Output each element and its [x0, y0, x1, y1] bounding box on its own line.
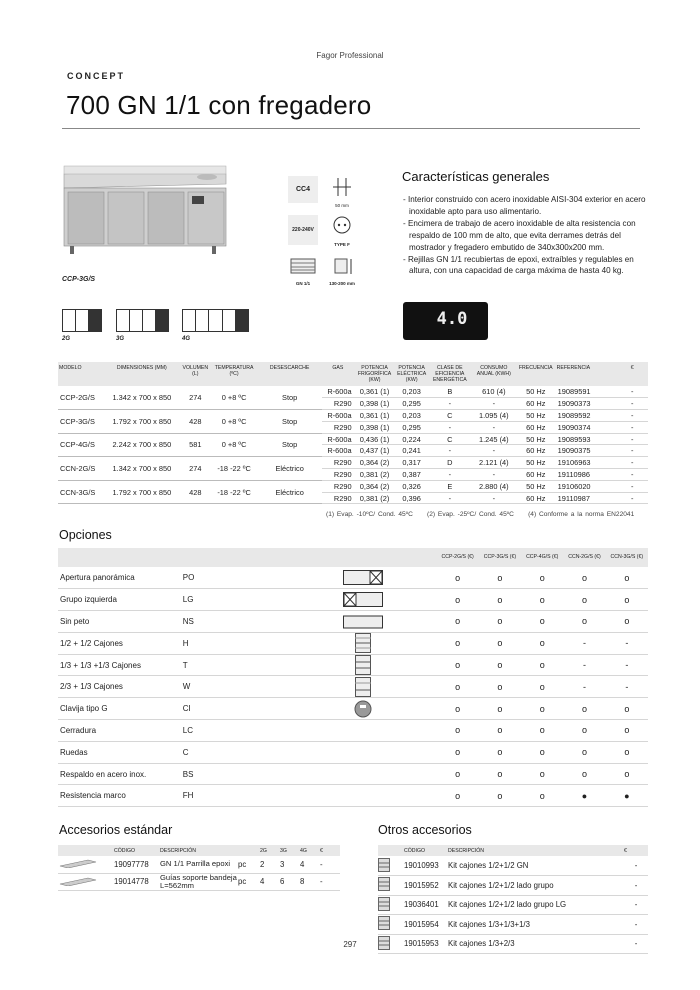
option-value: o — [521, 763, 563, 785]
accessory-row — [378, 915, 648, 935]
spec-consumo: - — [472, 469, 516, 481]
accessory-image — [58, 873, 114, 890]
option-code: W — [183, 676, 289, 698]
drawers-2-3-icon — [289, 677, 437, 697]
spec-consumo: - — [472, 445, 516, 457]
spec-pe: 0,326 — [396, 480, 428, 492]
spec-freq: 60 Hz — [516, 492, 556, 504]
spec-notes: (1) Evap. -10ºC/ Cond. 45ºC (2) Evap. -25ºC/ Cond. 45ºC (4) Conforme a la norma EN22041 — [326, 511, 635, 518]
model-modelo: CCP-4G/S — [58, 433, 104, 457]
spec-gas: R290 — [322, 457, 353, 469]
spec-pe: 0,295 — [396, 421, 428, 433]
other-accessories-table: CÓDIGO DESCRIPCIÓN € 19010993 Kit cajones 1/2+1/2 GN - 19015952 Kit cajones 1/2+1/2 lado grupo - 19036401 Kit cajones 1/2+1/2 lado grupo LG - 19015954 Kit cajones 1/3+1/3+1/3 - 19015953 Kit cajones 1/3+2/3 - — [378, 845, 648, 954]
other-accessories-title: Otros accesorios — [378, 823, 472, 837]
config-4g-icon — [182, 309, 249, 332]
option-value: o — [563, 567, 605, 589]
option-code: LG — [183, 589, 289, 611]
spec-row — [58, 410, 648, 422]
std-accessories-table: CÓDIGO DESCRIPCIÓN 2G 3G 4G € 19097778 GN 1/1 Parrilla epoxi pc 2 3 4 - 19014778 Guías soporte bandeja L=562mm pc 4 6 8 - — [58, 845, 340, 891]
model-defrost: Stop — [257, 386, 322, 410]
model-temp: -18 -22 ºC — [211, 480, 257, 504]
option-value: o — [437, 567, 479, 589]
page-number: 297 — [343, 940, 357, 949]
spec-consumo: 2.880 (4) — [472, 480, 516, 492]
spec-clase: - — [428, 492, 472, 504]
option-value: o — [521, 611, 563, 633]
option-value: o — [563, 611, 605, 633]
option-icon-cell — [289, 698, 437, 720]
model-modelo: CCP-2G/S — [58, 386, 104, 410]
model-vol: 581 — [180, 433, 211, 457]
spec-pe: 0,203 — [396, 410, 428, 422]
left-group-icon — [289, 592, 437, 607]
spec-freq: 60 Hz — [516, 398, 556, 410]
gn-tray-icon: GN 1/1 — [288, 257, 318, 285]
model-vol: 274 — [180, 457, 211, 481]
model-defrost: Stop — [257, 433, 322, 457]
spec-clase: B — [428, 386, 472, 398]
series-label: CONCEPT — [67, 71, 126, 81]
option-icon-cell — [289, 654, 437, 676]
option-value: o — [606, 741, 648, 763]
option-icon-cell — [289, 589, 437, 611]
option-value: o — [521, 741, 563, 763]
accessory-code: 19015953 — [404, 934, 448, 954]
option-icon-cell — [289, 567, 437, 589]
spec-price: - — [616, 457, 648, 469]
option-code: CI — [183, 698, 289, 720]
accessory-image — [58, 856, 114, 873]
option-code: T — [183, 654, 289, 676]
model-modelo: CCN-3G/S — [58, 480, 104, 504]
spec-gas: R-600a — [322, 433, 353, 445]
option-value: o — [521, 698, 563, 720]
accessory-qty: 8 — [300, 873, 320, 890]
options-table — [58, 548, 648, 807]
spec-clase: D — [428, 457, 472, 469]
option-value: - — [563, 632, 605, 654]
option-value: - — [606, 654, 648, 676]
option-name: Resistencia marco — [58, 785, 183, 807]
option-row — [58, 698, 648, 720]
spec-price: - — [616, 421, 648, 433]
accessory-code: 19014778 — [114, 873, 160, 890]
spec-pf: 0,381 (2) — [354, 469, 396, 481]
option-value: o — [479, 720, 521, 742]
spec-pe: 0,396 — [396, 492, 428, 504]
leg-height-icon: 130-200 mm — [327, 257, 357, 285]
option-value: o — [606, 720, 648, 742]
spec-clase: - — [428, 421, 472, 433]
option-code: FH — [183, 785, 289, 807]
spec-ref: 19090374 — [556, 421, 617, 433]
spec-pf: 0,398 (1) — [354, 421, 396, 433]
spec-pf: 0,361 (1) — [354, 410, 396, 422]
size-icon: 50 mm — [335, 203, 349, 208]
spec-price: - — [616, 492, 648, 504]
option-value: o — [521, 654, 563, 676]
spec-clase: - — [428, 398, 472, 410]
option-value: - — [606, 632, 648, 654]
option-value: o — [479, 632, 521, 654]
spec-row — [58, 386, 648, 398]
option-row — [58, 654, 648, 676]
model-defrost: Eléctrico — [257, 457, 322, 481]
option-value: o — [437, 611, 479, 633]
accessory-row — [58, 856, 340, 873]
spec-row — [58, 480, 648, 492]
option-value: o — [521, 567, 563, 589]
option-value: o — [479, 567, 521, 589]
features-title: Características generales — [402, 169, 550, 184]
spec-freq: 60 Hz — [516, 421, 556, 433]
model-vol: 274 — [180, 386, 211, 410]
option-value: o — [521, 589, 563, 611]
accessory-qty: 3 — [280, 856, 300, 873]
plug-g-icon — [289, 700, 437, 718]
option-value: o — [563, 741, 605, 763]
option-icon-cell — [289, 720, 437, 742]
model-defrost: Stop — [257, 410, 322, 434]
spec-pe: 0,203 — [396, 386, 428, 398]
panoramic-door-icon — [289, 570, 437, 585]
option-value: o — [437, 720, 479, 742]
model-modelo: CCP-3G/S — [58, 410, 104, 434]
spec-ref: 19110986 — [556, 469, 617, 481]
option-code: H — [183, 632, 289, 654]
accessory-code: 19010993 — [404, 856, 448, 876]
accessory-price: - — [624, 856, 648, 876]
option-value: o — [479, 785, 521, 807]
option-icon-cell — [289, 763, 437, 785]
spec-ref: 19089593 — [556, 433, 617, 445]
spec-price: - — [616, 469, 648, 481]
option-code: NS — [183, 611, 289, 633]
accessory-desc: Guías soporte bandeja L=562mm — [160, 872, 237, 890]
spec-freq: 50 Hz — [516, 433, 556, 445]
option-name: 2/3 + 1/3 Cajones — [58, 676, 183, 698]
option-value: o — [479, 763, 521, 785]
spec-ref: 19090373 — [556, 398, 617, 410]
option-name: Sin peto — [58, 611, 183, 633]
accessory-code: 19036401 — [404, 895, 448, 915]
option-name: Respaldo en acero inox. — [58, 763, 183, 785]
accessory-price: - — [320, 873, 340, 890]
option-icon-cell — [289, 741, 437, 763]
option-row — [58, 632, 648, 654]
accessory-code: 19097778 — [114, 856, 160, 873]
spec-gas: R290 — [322, 469, 353, 481]
accessory-desc: Kit cajones 1/3+1/3+1/3 — [448, 915, 624, 935]
accessory-qty: 4 — [300, 856, 320, 873]
model-vol: 428 — [180, 480, 211, 504]
drawers-3-icon — [289, 655, 437, 675]
spec-pf: 0,381 (2) — [354, 492, 396, 504]
model-dim: 1.792 x 700 x 850 — [104, 480, 179, 504]
config-label: 2G — [62, 336, 71, 342]
spec-pe: 0,241 — [396, 445, 428, 457]
option-row — [58, 785, 648, 807]
drawer-kit-icon — [378, 876, 404, 896]
option-value: o — [563, 720, 605, 742]
spec-gas: R290 — [322, 492, 353, 504]
option-value: ● — [563, 785, 605, 807]
accessory-desc: Kit cajones 1/2+1/2 lado grupo — [448, 876, 624, 896]
option-value: ● — [606, 785, 648, 807]
spec-gas: R290 — [322, 421, 353, 433]
option-value: o — [479, 741, 521, 763]
spec-consumo: 1.095 (4) — [472, 410, 516, 422]
spec-consumo: 610 (4) — [472, 386, 516, 398]
spec-pf: 0,361 (1) — [354, 386, 396, 398]
spec-freq: 60 Hz — [516, 445, 556, 457]
option-name: Apertura panorámica — [58, 567, 183, 589]
spec-consumo: - — [472, 492, 516, 504]
spec-consumo: - — [472, 421, 516, 433]
spec-price: - — [616, 398, 648, 410]
accessory-desc: Kit cajones 1/2+1/2 lado grupo LG — [448, 895, 624, 915]
accessory-qty: 6 — [280, 873, 300, 890]
spec-gas: R-600a — [322, 410, 353, 422]
accessory-price: - — [624, 895, 648, 915]
spec-pe: 0,295 — [396, 398, 428, 410]
spec-freq: 50 Hz — [516, 410, 556, 422]
model-temp: 0 +8 ºC — [211, 410, 257, 434]
spec-gas: R290 — [322, 398, 353, 410]
spec-freq: 50 Hz — [516, 457, 556, 469]
spec-price: - — [616, 445, 648, 457]
spec-ref: 19110987 — [556, 492, 617, 504]
feature-item: - Encimera de trabajo de acero inoxidable de alta resistencia con respaldo de 100 mm de alto, que evita derrames detrás del mostrador y fregadero embutido de 340x300x200 mm. — [403, 218, 636, 252]
option-value: - — [563, 676, 605, 698]
option-row — [58, 567, 648, 589]
option-value: o — [437, 676, 479, 698]
spec-freq: 60 Hz — [516, 469, 556, 481]
accessory-desc: Kit cajones 1/2+1/2 GN — [448, 856, 624, 876]
spec-row — [58, 433, 648, 445]
option-value: o — [437, 741, 479, 763]
spec-pf: 0,436 (1) — [354, 433, 396, 445]
spec-consumo: - — [472, 398, 516, 410]
no-backsplash-icon — [289, 614, 437, 629]
accessory-price: - — [624, 915, 648, 935]
accessory-price: - — [320, 856, 340, 873]
accessory-row — [58, 873, 340, 890]
accessory-code: 19015954 — [404, 915, 448, 935]
option-value: - — [606, 676, 648, 698]
spec-price: - — [616, 410, 648, 422]
option-value: o — [437, 763, 479, 785]
option-value: o — [521, 720, 563, 742]
drawer-kit-icon — [378, 915, 404, 935]
option-name: 1/2 + 1/2 Cajones — [58, 632, 183, 654]
option-value: o — [479, 589, 521, 611]
product-model-caption: CCP-3G/S — [62, 276, 96, 283]
option-icon-cell — [289, 632, 437, 654]
option-row — [58, 611, 648, 633]
options-title: Opciones — [59, 528, 112, 542]
spec-pe: 0,317 — [396, 457, 428, 469]
spec-pe: 0,387 — [396, 469, 428, 481]
brand-name: Fagor Professional — [316, 51, 384, 60]
option-icon-cell — [289, 785, 437, 807]
spec-clase: C — [428, 410, 472, 422]
spec-ref: 19089591 — [556, 386, 617, 398]
option-value: o — [606, 763, 648, 785]
page-title: 700 GN 1/1 con fregadero — [66, 90, 372, 120]
display-value: 4.0 — [436, 309, 468, 329]
model-dim: 1.342 x 700 x 850 — [104, 457, 179, 481]
spec-freq: 50 Hz — [516, 480, 556, 492]
spec-table — [58, 362, 648, 504]
option-value: o — [437, 654, 479, 676]
option-value: o — [521, 676, 563, 698]
option-name: 1/3 + 1/3 +1/3 Cajones — [58, 654, 183, 676]
option-value: o — [606, 567, 648, 589]
spec-clase: - — [428, 445, 472, 457]
accessory-row — [378, 856, 648, 876]
option-row — [58, 720, 648, 742]
accessory-price: - — [624, 876, 648, 896]
option-value: o — [521, 632, 563, 654]
option-value: o — [437, 589, 479, 611]
spec-gas: R-600a — [322, 445, 353, 457]
spec-clase: E — [428, 480, 472, 492]
options-header: CCP-2G/S (€) CCP-3G/S (€) CCP-4G/S (€) CCN-2G/S (€) CCN-3G/S (€) — [58, 548, 648, 567]
model-dim: 1.792 x 700 x 850 — [104, 410, 179, 434]
product-image — [62, 162, 228, 254]
model-dim: 2.242 x 700 x 850 — [104, 433, 179, 457]
option-value: o — [437, 785, 479, 807]
spec-ref: 19106020 — [556, 480, 617, 492]
voltage-icon: 220-240V — [288, 215, 318, 245]
model-modelo: CCN-2G/S — [58, 457, 104, 481]
option-code: PO — [183, 567, 289, 589]
spec-pf: 0,437 (1) — [354, 445, 396, 457]
model-defrost: Eléctrico — [257, 480, 322, 504]
spec-freq: 50 Hz — [516, 386, 556, 398]
spec-consumo: 2.121 (4) — [472, 457, 516, 469]
option-value: o — [606, 611, 648, 633]
option-name: Ruedas — [58, 741, 183, 763]
spec-pf: 0,398 (1) — [354, 398, 396, 410]
cc4-icon: CC4 — [288, 176, 318, 203]
option-value: o — [479, 676, 521, 698]
accessory-qty: 2 — [260, 856, 280, 873]
option-value: o — [606, 698, 648, 720]
spec-gas: R-600a — [322, 386, 353, 398]
option-code: LC — [183, 720, 289, 742]
option-value: o — [437, 698, 479, 720]
accessory-unit: pc — [238, 873, 260, 890]
model-temp: 0 +8 ºC — [211, 433, 257, 457]
spec-clase: - — [428, 469, 472, 481]
config-label: 4G — [182, 336, 191, 342]
spec-price: - — [616, 480, 648, 492]
accessory-desc: Kit cajones 1/3+2/3 — [448, 934, 624, 954]
plug-icon: TYPE F — [327, 215, 357, 245]
accessory-unit: pc — [238, 856, 260, 873]
option-row — [58, 676, 648, 698]
option-value: o — [437, 632, 479, 654]
option-value: o — [563, 698, 605, 720]
option-row — [58, 741, 648, 763]
option-value: o — [606, 589, 648, 611]
spec-price: - — [616, 386, 648, 398]
spec-consumo: 1.245 (4) — [472, 433, 516, 445]
accessory-price: - — [624, 934, 648, 954]
spec-pe: 0,224 — [396, 433, 428, 445]
option-value: - — [563, 654, 605, 676]
accessory-desc: GN 1/1 Parrilla epoxi — [160, 856, 238, 873]
accessory-code: 19015952 — [404, 876, 448, 896]
spec-ref: 19089592 — [556, 410, 617, 422]
option-name: Cerradura — [58, 720, 183, 742]
features-list — [403, 194, 648, 277]
option-name: Grupo izquierda — [58, 589, 183, 611]
accessory-row — [378, 876, 648, 896]
spec-clase: C — [428, 433, 472, 445]
option-value: o — [479, 654, 521, 676]
model-vol: 428 — [180, 410, 211, 434]
spec-pf: 0,364 (2) — [354, 457, 396, 469]
model-temp: -18 -22 ºC — [211, 457, 257, 481]
spec-table-header: MODELO DIMENSIONES (MM) VOLUMEN (L) TEMPERATURA (ºC) DESESCARCHE GAS POTENCIA FRIGORÍFICA (KW) POTENCIA ELÉCTRICA (KW) CLASE DE EFICIENCIA ENERGÉTICA CONSUMO ANUAL (KWH) FRECUENCIA REFERENCIA € — [58, 362, 648, 386]
spec-ref: 19090375 — [556, 445, 617, 457]
option-icon-cell — [289, 611, 437, 633]
option-row — [58, 589, 648, 611]
spec-gas: R290 — [322, 480, 353, 492]
config-label: 3G — [116, 336, 125, 342]
option-value: o — [563, 763, 605, 785]
spec-pf: 0,364 (2) — [354, 480, 396, 492]
option-row — [58, 763, 648, 785]
option-value: o — [479, 698, 521, 720]
config-3g-icon — [116, 309, 169, 332]
config-2g-icon — [62, 309, 102, 332]
option-code: C — [183, 741, 289, 763]
accessory-qty: 4 — [260, 873, 280, 890]
accessory-row — [378, 895, 648, 915]
option-value: o — [479, 611, 521, 633]
spec-price: - — [616, 433, 648, 445]
option-value: o — [521, 785, 563, 807]
drawer-kit-icon — [378, 895, 404, 915]
feature-item: - Interior construido con acero inoxidable AISI-304 exterior en acero inoxidable apto para uso alimentario. — [403, 195, 646, 216]
spec-row — [58, 457, 648, 469]
option-name: Clavija tipo G — [58, 698, 183, 720]
model-temp: 0 +8 ºC — [211, 386, 257, 410]
drawer-kit-icon — [378, 856, 404, 876]
title-divider — [62, 128, 640, 129]
drawers-2-icon — [289, 633, 437, 653]
option-value: o — [563, 589, 605, 611]
feature-item: - Rejillas GN 1/1 recubiertas de epoxi, extraíbles y regulables en altura, con una capacidad de carga máxima de hasta 40 kg. — [403, 254, 634, 276]
std-accessories-title: Accesorios estándar — [59, 823, 173, 837]
model-dim: 1.342 x 700 x 850 — [104, 386, 179, 410]
option-icon-cell — [289, 676, 437, 698]
spec-ref: 19106963 — [556, 457, 617, 469]
option-code: BS — [183, 763, 289, 785]
